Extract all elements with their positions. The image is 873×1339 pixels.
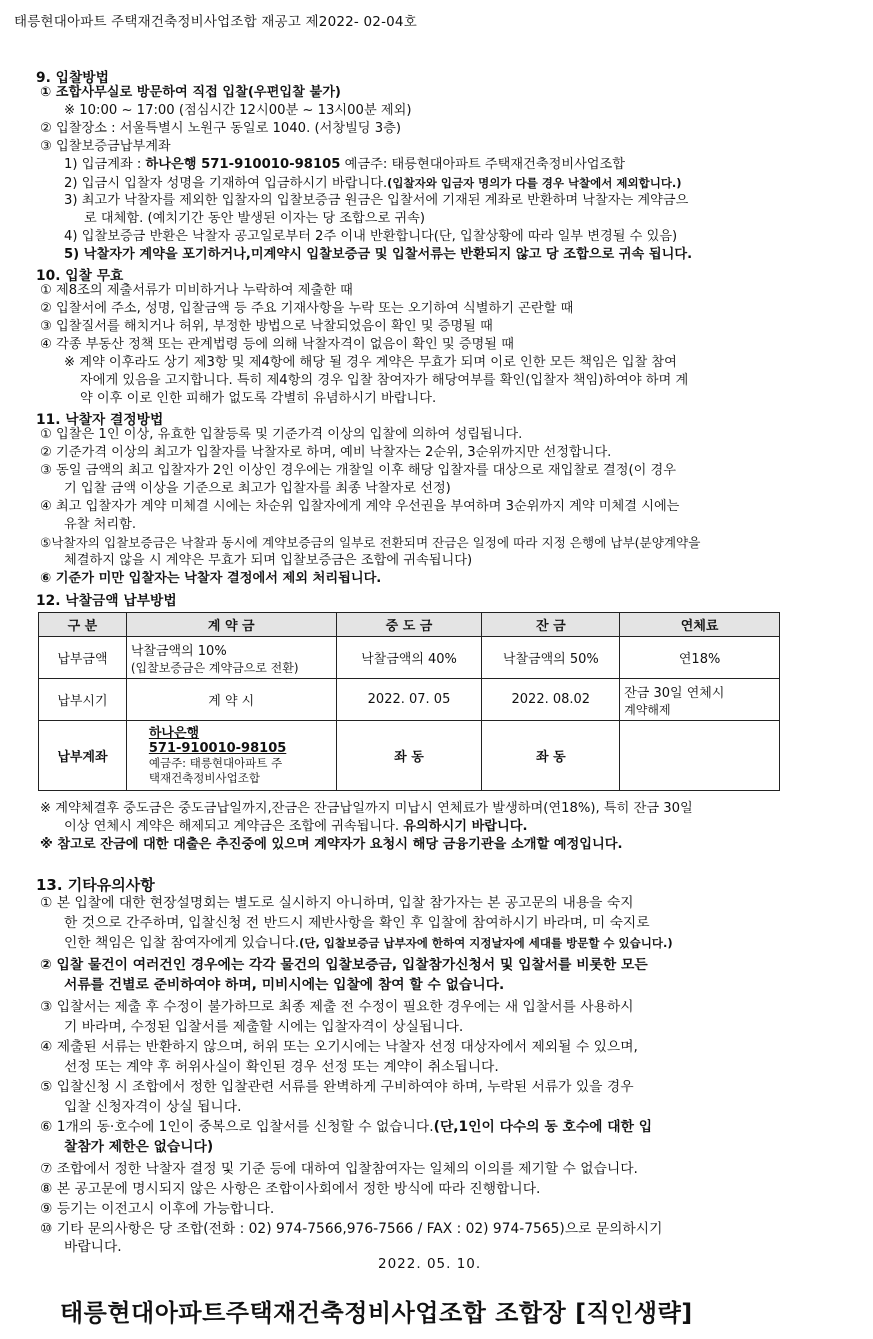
section-12-title: 12. 낙찰금액 납부방법 xyxy=(36,593,177,609)
s12-note-2: 이상 연체시 계약은 해제되고 계약금은 조합에 귀속됩니다. 유의하시기 바랍니다. xyxy=(64,819,528,834)
cell-deposit-amount: 낙찰금액의 10% (입찰보증금은 계약금으로 전환) xyxy=(126,637,336,679)
s11-line-3: ③ 동일 금액의 최고 입찰자가 2인 이상인 경우에는 개찰일 이후 해당 입찰자를 대상으로 재입찰로 결정(이 경우 xyxy=(40,463,677,478)
s12-note-1: ※ 계약체결후 중도금은 중도금납일까지,잔금은 잔금납일까지 미납시 연체료가 발생하며(연18%), 특히 잔금 30일 xyxy=(40,801,693,816)
s9-line-10: 5) 낙찰자가 계약을 포기하거나,미계약시 입찰보증금 및 입찰서류는 반환되지 않고 당 조합으로 귀속 됩니다. xyxy=(64,247,693,262)
s13-line-8: ④ 제출된 서류는 반환하지 않으며, 허위 또는 오기시에는 낙찰자 선정 대상자에서 제외될 수 있으며, xyxy=(40,1039,638,1055)
s13-line-10: ⑤ 입찰신청 시 조합에서 정한 입찰관련 서류를 완벽하게 구비하여야 하며, 누락된 서류가 있을 경우 xyxy=(40,1079,634,1095)
s9-line-4: ③ 입찰보증금납부계좌 xyxy=(40,139,171,154)
s9-line-5: 1) 입금계좌 : 하나은행 571-910010-98105 예금주: 태릉현대아파트 주택재건축정비사업조합 xyxy=(64,157,626,172)
s13-line-14: ⑦ 조합에서 정한 낙찰자 결정 및 기준 등에 대하여 입찰참여자는 일체의 이의를 제기할 수 없습니다. xyxy=(40,1161,638,1177)
cell-interim-date: 2022. 07. 05 xyxy=(336,679,482,721)
s10-line-6: 자에게 있음을 고지합니다. 특히 제4항의 경우 입찰 참여자가 해당여부를 확인(입찰자 책임)하여야 하며 계 xyxy=(80,373,689,388)
header-deposit: 계 약 금 xyxy=(126,613,336,637)
header-late-fee: 연체료 xyxy=(620,613,780,637)
header-category: 구 분 xyxy=(39,613,127,637)
s11-line-8: 체결하지 않을 시 계약은 무효가 되며 입찰보증금은 조합에 귀속됩니다) xyxy=(64,553,473,568)
cell-bank-account: 하나은행 571-910010-98105 예금주: 태릉현대아파트 주 택재건축정비사업조합 xyxy=(126,721,336,791)
payment-table xyxy=(38,612,780,791)
table-row xyxy=(39,721,780,791)
header-interim: 중 도 금 xyxy=(336,613,482,637)
s10-line-4: ④ 각종 부동산 정책 또는 관계법령 등에 의해 낙찰자격이 없음이 확인 및 증명될 때 xyxy=(40,337,514,352)
s10-line-5: ※ 계약 이후라도 상기 제3항 및 제4항에 해당 될 경우 계약은 무효가 되며 이로 인한 모든 책임은 입찰 참여 xyxy=(64,355,677,370)
s13-line-5: 서류를 건별로 준비하여야 하며, 미비시에는 입찰에 참여 할 수 없습니다. xyxy=(64,977,505,993)
s11-line-6: 유찰 처리함. xyxy=(64,517,137,532)
cell-balance-date: 2022. 08.02 xyxy=(482,679,620,721)
s13-line-15: ⑧ 본 공고문에 명시되지 않은 사항은 조합이사회에서 정한 방식에 따라 진행합니다. xyxy=(40,1181,541,1197)
s12-note-3: ※ 참고로 잔금에 대한 대출은 추진중에 있으며 계약자가 요청시 해당 금융기관을 소개할 예정입니다. xyxy=(40,837,623,852)
cell-same-left-2: 좌 동 xyxy=(482,721,620,791)
cell-same-left-1: 좌 동 xyxy=(336,721,482,791)
s10-line-2: ② 입찰서에 주소, 성명, 입찰금액 등 주요 기재사항을 누락 또는 오기하여 식별하기 곤란할 때 xyxy=(40,301,574,316)
row-label: 납부시기 xyxy=(39,679,127,721)
section-10-title: 10. 입찰 무효 xyxy=(36,268,124,284)
s13-line-18: 바랍니다. xyxy=(64,1239,122,1255)
s13-line-11: 입찰 신청자격이 상실 됩니다. xyxy=(64,1099,242,1115)
s9-line-1: ① 조합사무실로 방문하여 직접 입찰(우편입찰 불가) xyxy=(40,85,341,100)
s10-line-7: 약 이후 이로 인한 피해가 없도록 각별히 유념하시기 바랍니다. xyxy=(80,391,437,406)
s13-line-7: 기 바라며, 수정된 입찰서를 제출할 시에는 입찰자격이 상실됩니다. xyxy=(64,1019,464,1035)
s13-line-1: ① 본 입찰에 대한 현장설명회는 별도로 실시하지 아니하며, 입찰 참가자는 본 공고문의 내용을 숙지 xyxy=(40,895,634,911)
s9-line-6: 2) 입금시 입찰자 성명을 기재하여 입금하시기 바랍니다.(입찰자와 입금자 명의가 다를 경우 낙찰에서 제외합니다.) xyxy=(64,176,682,191)
s9-line-7: 3) 최고가 낙찰자를 제외한 입찰자의 입찰보증금 원금은 입찰서에 기재된 계좌로 반환하며 낙찰자는 계약금으 xyxy=(64,193,689,208)
s10-line-3: ③ 입찰질서를 해치거나 허위, 부정한 방법으로 낙찰되었음이 확인 및 증명될 때 xyxy=(40,319,493,334)
header-balance: 잔 금 xyxy=(482,613,620,637)
cell-balance-amount: 낙찰금액의 50% xyxy=(482,637,620,679)
table-row xyxy=(39,679,780,721)
footer-signature: 태릉현대아파트주택재건축정비사업조합 조합장 [직인생략] xyxy=(60,1299,693,1327)
s13-line-4: ② 입찰 물건이 여러건인 경우에는 각각 물건의 입찰보증금, 입찰참가신청서 및 입찰서를 비롯한 모든 xyxy=(40,957,648,973)
notice-header: 태릉현대아파트 주택재건축정비사업조합 재공고 제2022- 02-04호 xyxy=(14,14,417,30)
cell-deposit-timing: 계 약 시 xyxy=(126,679,336,721)
table-row xyxy=(39,637,780,679)
cell-interim-amount: 낙찰금액의 40% xyxy=(336,637,482,679)
s9-line-3: ② 입찰장소 : 서울특별시 노원구 동일로 1040. (서창빌딩 3층) xyxy=(40,121,402,136)
s13-line-9: 선정 또는 계약 후 허위사실이 확인된 경우 선정 또는 계약이 취소됩니다. xyxy=(64,1059,499,1075)
s11-line-4: 기 입찰 금액 이상을 기준으로 최고가 입찰자를 최종 낙찰자로 선정) xyxy=(64,481,451,496)
s11-line-5: ④ 최고 입찰자가 계약 미체결 시에는 차순위 입찰자에게 계약 우선권을 부여하며 3순위까지 계약 미체결 시에는 xyxy=(40,499,680,514)
s13-line-3: 인한 책임은 입찰 참여자에게 있습니다.(단, 입찰보증금 납부자에 한하여 지정날자에 세대를 방문할 수 있습니다.) xyxy=(64,935,673,951)
s13-line-6: ③ 입찰서는 제출 후 수정이 불가하므로 최종 제출 전 수정이 필요한 경우에는 새 입찰서를 사용하시 xyxy=(40,999,634,1015)
section-13-title: 13. 기타유의사항 xyxy=(36,876,155,894)
cell-empty xyxy=(620,721,780,791)
s13-line-12: ⑥ 1개의 동·호수에 1인이 중복으로 입찰서를 신청할 수 없습니다.(단,1인이 다수의 동 호수에 대한 입 xyxy=(40,1119,653,1135)
s13-line-17: ⑩ 기타 문의사항은 당 조합(전화 : 02) 974-7566,976-7566 / FAX : 02) 974-7565)으로 문의하시기 xyxy=(40,1221,663,1237)
section-11-title: 11. 낙찰자 결정방법 xyxy=(36,412,164,428)
row-label: 납부계좌 xyxy=(39,721,127,791)
s13-line-13: 찰참가 제한은 없습니다) xyxy=(64,1139,214,1155)
s11-line-2: ② 기준가격 이상의 최고가 입찰자를 낙찰자로 하며, 예비 낙찰자는 2순위, 3순위까지만 선정합니다. xyxy=(40,445,612,460)
s11-line-9: ⑥ 기준가 미만 입찰자는 낙찰자 결정에서 제외 처리됩니다. xyxy=(40,571,382,586)
s9-line-9: 4) 입찰보증금 반환은 낙찰자 공고일로부터 2주 이내 반환합니다(단, 입찰상황에 따라 일부 변경될 수 있음) xyxy=(64,229,678,244)
s11-line-1: ① 입찰은 1인 이상, 유효한 입찰등록 및 기준가격 이상의 입찰에 의하여 성립됩니다. xyxy=(40,427,523,442)
cell-late-fee: 연18% xyxy=(620,637,780,679)
s11-line-7: ⑤낙찰자의 입찰보증금은 낙찰과 동시에 계약보증금의 일부로 전환되며 잔금은 일정에 따라 지정 은행에 납부(분양계약을 xyxy=(40,535,701,550)
s9-line-2: ※ 10:00 ~ 17:00 (점심시간 12시00분 ~ 13시00분 제외) xyxy=(64,103,412,118)
row-label: 납부금액 xyxy=(39,637,127,679)
s13-line-2: 한 것으로 간주하며, 입찰신청 전 반드시 제반사항을 확인 후 입찰에 참여하시기 바라며, 미 숙지로 xyxy=(64,915,650,931)
section-9-title: 9. 입찰방법 xyxy=(36,70,109,86)
cell-late-terms: 잔금 30일 연체시 계약해제 xyxy=(620,679,780,721)
s10-line-1: ① 제8조의 제출서류가 미비하거나 누락하여 제출한 때 xyxy=(40,283,353,298)
table-header-row xyxy=(39,613,780,637)
s9-line-8: 로 대체함. (예치기간 동안 발생된 이자는 당 조합으로 귀속) xyxy=(84,211,426,226)
s13-line-16: ⑨ 등기는 이전고시 이후에 가능합니다. xyxy=(40,1201,275,1217)
notice-date: 2022. 05. 10. xyxy=(378,1256,482,1272)
